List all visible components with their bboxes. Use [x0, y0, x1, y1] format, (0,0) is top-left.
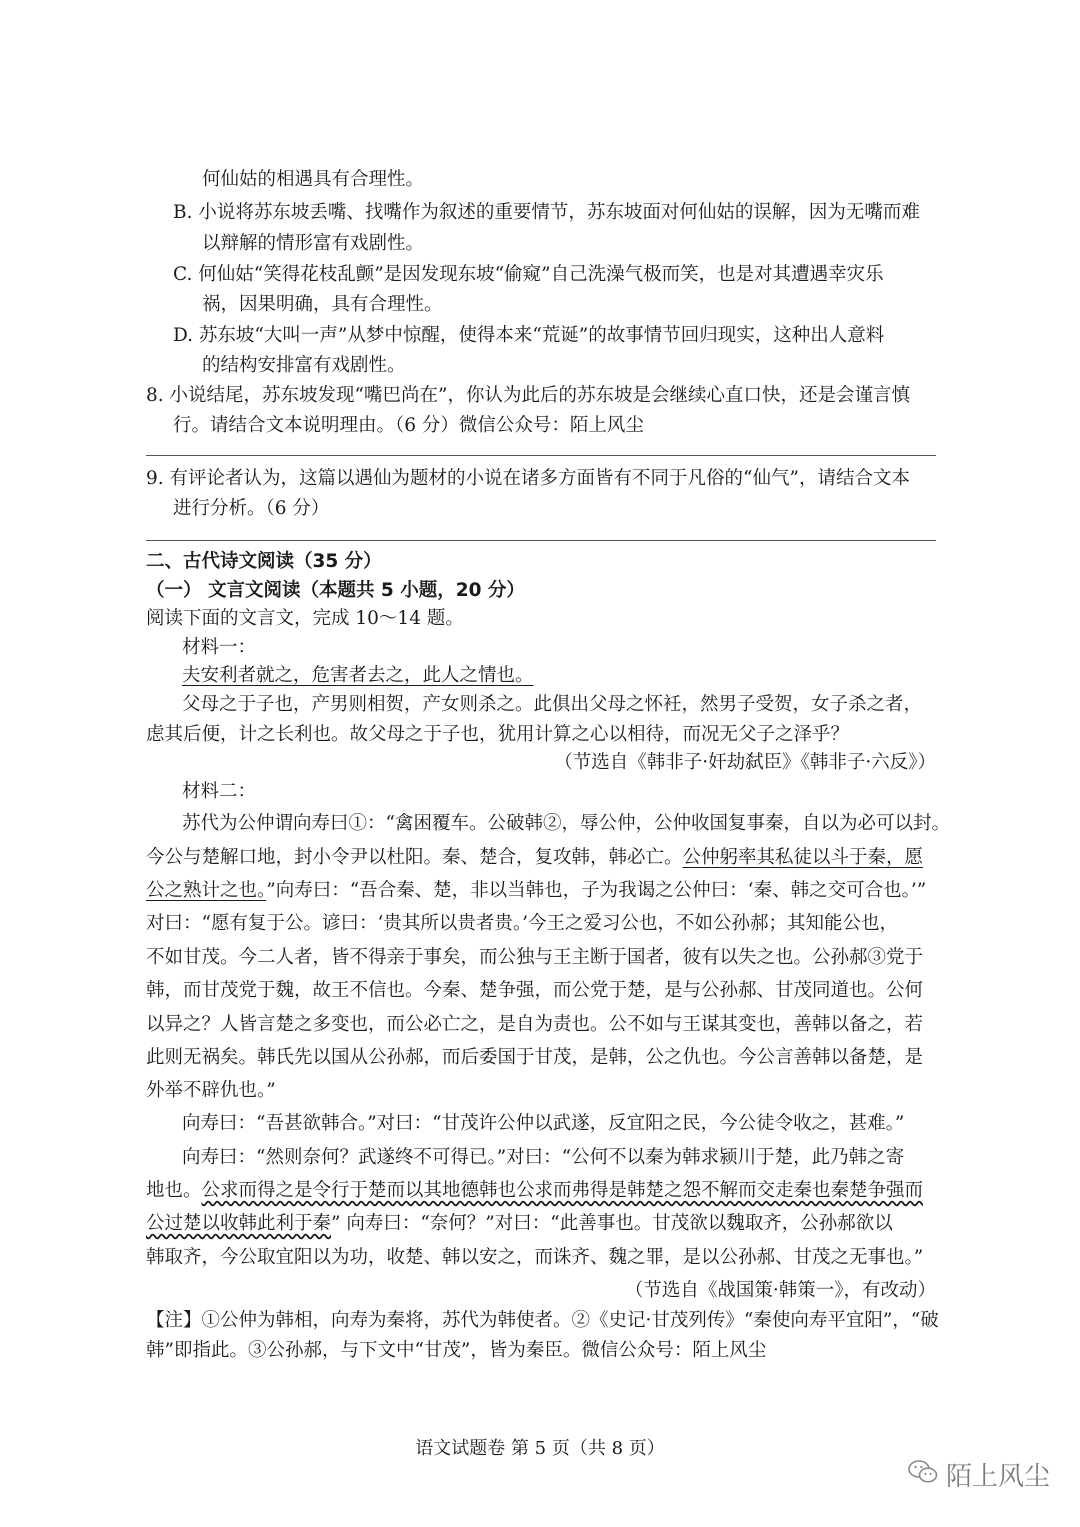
material-2-unpunctuated-passage-part1: 公求而得之是令行于楚而以其地德韩也公求而弗得是韩楚之怨不解而交走秦也秦楚争强而 [201, 1180, 924, 1201]
material-2-line13-text: ” 向寿曰：“奈何？”对曰：“此善事也。甘茂欲以魏取齐，公孙郝欲以 [331, 1213, 893, 1234]
material-2-line4: 对曰：“愿有复于公。谚曰：‘贵其所以贵者贵。’今王之爱习公也，不如公孙郝；其知能公也， [146, 913, 898, 934]
q7-continuation: 何仙姑的相遇具有合理性。 [202, 169, 425, 190]
subsection-heading: （一） 文言文阅读（本题共 5 小题，20 分） [146, 580, 525, 601]
q7-option-c-line1: C. 何仙姑“笑得花枝乱颤”是因发现东坡“偷窥”自己洗澡气极而笑，也是对其遭遇幸灾乐 [173, 264, 884, 285]
q7-option-d-line2: 的结构安排富有戏剧性。 [202, 355, 406, 376]
material-1-line3: 虑其后便，计之长利也。故父母之于子也，犹用计算之心以相待，而况无父子之泽乎？ [146, 724, 850, 745]
material-2-line1: 苏代为公仲谓向寿曰①：“禽困覆车。公破韩②，辱公仲，公仲收国复事秦，自以为必可以封。 [182, 813, 950, 834]
material-2-line2 [146, 845, 923, 871]
material-2-line11: 向寿曰：“然则奈何？武遂终不可得已。”对曰：“公何不以秦为韩求颍川于楚，此乃韩之寄 [182, 1147, 905, 1168]
reading-instruction: 阅读下面的文言文，完成 10～14 题。 [146, 608, 464, 629]
material-2-underlined-sentence-part1: 公仲躬率其私徒以斗于秦，愿 [682, 847, 924, 868]
material-1-title: 材料一： [182, 637, 257, 658]
material-2-title: 材料二： [182, 781, 257, 802]
question-9-line2: 进行分析。（6 分） [173, 498, 330, 519]
material-2-underlined-sentence-part2: 公之熟计之也。 [146, 880, 267, 901]
material-2-source: （节选自《战国策·韩策一》，有改动） [624, 1280, 936, 1301]
material-2-line12 [146, 1178, 923, 1204]
wechat-icon [908, 1459, 938, 1489]
q7-option-b-line1: B. 小说将苏东坡丢嘴、找嘴作为叙述的重要情节，苏东坡面对何仙姑的误解，因为无嘴而难 [173, 202, 920, 223]
notes-line2: 韩”即指此。③公孙郝，与下文中“甘茂”，皆为秦臣。微信公众号：陌上风尘 [146, 1340, 767, 1361]
material-1-line2: 父母之于子也，产男则相贺，产女则杀之。此俱出父母之怀衽，然男子受贺，女子杀之者， [182, 694, 923, 715]
material-2-line6: 韩，而甘茂党于魏，故王不信也。今秦、楚争强，而公党于楚，是与公孙郝、甘茂同道也。公何 [146, 980, 924, 1001]
material-2-line5: 不如甘茂。今二人者，皆不得亲于事矣，而公独与王主断于国者，彼有以失之也。公孙郝③党于 [146, 947, 924, 968]
answer-line-q8 [146, 455, 936, 456]
question-8-line1: 8. 小说结尾，苏东坡发现“嘴巴尚在”，你认为此后的苏东坡是会继续心直口快，还是会谨言慎 [146, 385, 910, 406]
material-2-line2-text: 今公与楚解口地，封小令尹以杜阳。秦、楚合，复攻韩，韩必亡。 [146, 847, 683, 868]
answer-line-q9 [146, 540, 936, 541]
material-2-line13 [146, 1211, 893, 1237]
watermark [908, 1452, 1050, 1496]
q7-option-d-line1: D. 苏东坡“大叫一声”从梦中惊醒，使得本来“荒诞”的故事情节回归现实，这种出人意料 [173, 325, 885, 346]
material-2-line12-text: 地也。 [146, 1180, 202, 1201]
material-2-line14: 韩取齐，今公取宜阳以为功，收楚、韩以安之，而诛齐、魏之罪，是以公孙郝、甘茂之无事也。” [146, 1247, 924, 1268]
question-8-line2: 行。请结合文本说明理由。（6 分）微信公众号：陌上风尘 [173, 415, 644, 436]
material-1-underlined-sentence: 夫安利者就之，危害者去之，此人之情也。 [182, 665, 534, 686]
q7-option-c-line2: 祸，因果明确，具有合理性。 [202, 294, 443, 315]
material-2-line3-text: ”向寿曰：“吾合秦、楚，非以当韩也，子为我谒之公仲曰：‘秦、韩之交可合也。’” [266, 880, 927, 901]
watermark-text: 陌上风尘 [946, 1461, 1051, 1492]
question-9-line1: 9. 有评论者认为，这篇以遇仙为题材的小说在诸多方面皆有不同于凡俗的“仙气”，请结合文本 [146, 468, 910, 489]
material-2-line3 [146, 878, 926, 904]
material-1-source: （节选自《韩非子·奸劫弑臣》《韩非子·六反》） [554, 752, 936, 773]
material-2-line9: 外举不辟仇也。” [146, 1080, 276, 1101]
material-2-line7: 以异之？人皆言楚之多变也，而公必亡之，是自为责也。公不如与王谋其变也，善韩以备之，若 [146, 1014, 924, 1035]
material-2-line8: 此则无祸矣。韩氏先以国从公孙郝，而后委国于甘茂，是韩，公之仇也。今公言善韩以备楚，是 [146, 1047, 924, 1068]
notes-line1: 【注】①公仲为韩相，向寿为秦将，苏代为韩使者。②《史记·甘茂列传》“秦使向寿平宜阳”，“破 [146, 1310, 939, 1331]
page-footer: 语文试题卷 第 5 页（共 8 页） [415, 1438, 665, 1459]
material-2-line10: 向寿曰：“吾甚欲韩合。”对曰：“甘茂许公仲以武遂，反宜阳之民，今公徒令收之，甚难。” [182, 1113, 905, 1134]
material-2-unpunctuated-passage-part2: 公过楚以收韩此利于秦 [146, 1213, 332, 1234]
section-heading: 二、古代诗文阅读（35 分） [146, 551, 382, 572]
q7-option-b-line2: 以辩解的情形富有戏剧性。 [202, 233, 425, 254]
